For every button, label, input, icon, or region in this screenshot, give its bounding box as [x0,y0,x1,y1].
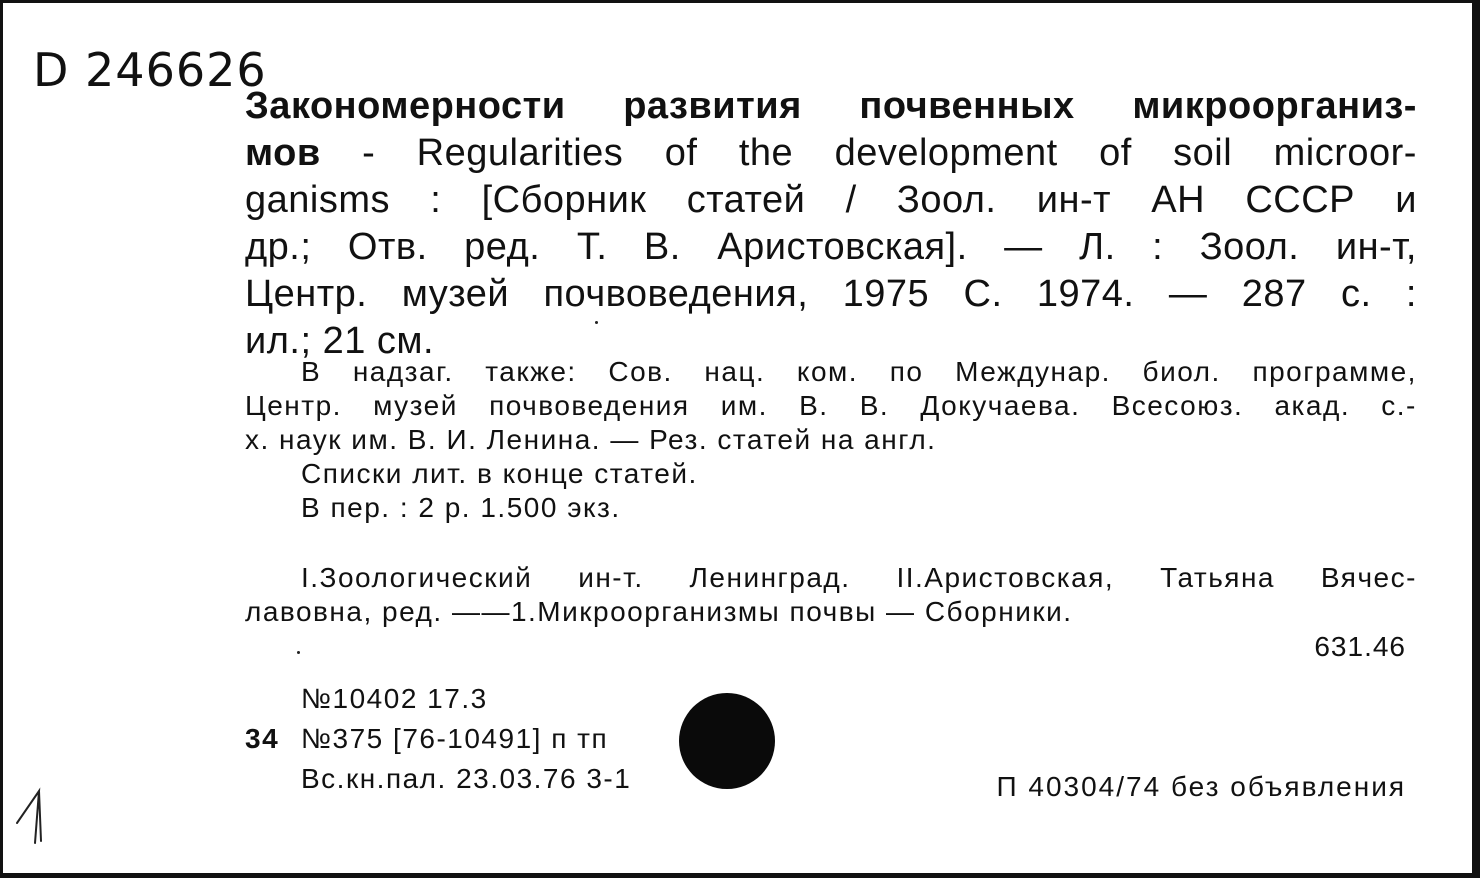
note-word: почвоведения [489,390,690,421]
tracing-line-1 [245,561,1417,595]
note-word: акад. [1274,390,1351,421]
title-word: 21 [322,320,366,362]
note-line-3: х. наук им. В. И. Ленина. — Рез. статей на англ. [245,424,937,455]
title-word: Зоол. [1199,226,1300,268]
call-number: D 246626 [33,43,267,97]
note-word: по [889,356,924,387]
title-word: почвоведения, [543,273,809,315]
title-word: ред. [464,226,541,268]
title-word: С. [963,273,1003,315]
title-word: [Сборник [481,179,647,221]
note-word: нац. [704,356,766,387]
publisher-number: П 40304/74 без объявления [996,771,1406,802]
copy-count: 34 [245,723,280,754]
note-line-1 [245,355,1417,389]
title-word: Л. [1079,226,1116,268]
note-word: надзаг. [352,356,454,387]
note-word: им. [720,390,768,421]
title-word: Закономерности [245,85,566,127]
title-word: 1974. [1036,273,1135,315]
note-word: Всесоюз. [1111,390,1244,421]
title-block [245,83,1417,365]
title-word: ganisms [245,179,390,221]
title-word: Т. [576,226,608,268]
title-word: Отв. [347,226,428,268]
note-word: с.- [1381,390,1417,421]
tracing-word: Татьяна [1160,562,1276,593]
tracing-word: Вячес- [1320,562,1417,593]
title-line-1 [245,83,1417,130]
title-word: — [1004,226,1043,268]
title-word: ил.; [245,320,312,362]
title-word: с. [1340,273,1372,315]
note-word: также: [485,356,577,387]
tracing-word: I.Зоологический [301,562,533,593]
title-word: Зоол. [896,179,997,221]
punch-hole [679,693,775,789]
note-word: программе, [1252,356,1417,387]
title-word: АН [1151,179,1206,221]
title-word: / [845,179,857,221]
title-word: музей [401,273,510,315]
title-line-2 [245,130,1417,177]
title-word: В. [643,226,681,268]
tracing-word: Ленинград. [689,562,851,593]
title-word: Аристовская]. [717,226,968,268]
title-word: of [1099,132,1132,174]
title-word: Центр. [245,273,368,315]
notes-block [245,355,1417,525]
note-word: В [301,356,322,387]
note-word: В. [799,390,829,421]
title-line-3 [245,177,1417,224]
bottom-info-block [245,679,631,799]
title-word: the [738,132,794,174]
title-line-5 [245,271,1417,318]
speck [595,321,598,324]
bottom-line-3: Вс.кн.пал. 23.03.76 3-1 [301,763,632,794]
title-word: микроорганиз- [1132,85,1417,127]
bottom-line-2-text: №375 [76-10491] п тп [301,723,609,754]
title-line-4 [245,224,1417,271]
note-line-4: Списки лит. в конце статей. [301,458,698,489]
title-word: СССР [1245,179,1356,221]
title-word: статей [686,179,806,221]
handwritten-mark-icon [9,785,49,847]
note-word: ком. [796,356,859,387]
note-line-2 [245,389,1417,423]
title-word: 287 [1241,273,1307,315]
title-word: development [834,132,1058,174]
note-word: В. [859,390,890,421]
title-word: microor- [1273,132,1417,174]
note-word: Центр. [245,390,342,421]
note-word: Докучаева. [920,390,1081,421]
note-word: биол. [1142,356,1221,387]
title-word: др.; [245,226,312,268]
title-word: ин-т, [1335,226,1417,268]
title-word: почвенных [859,85,1075,127]
classification-number: 631.46 [1314,631,1406,662]
tracing-word: II.Аристовская, [896,562,1115,593]
title-word: мов [245,132,321,174]
tracing-block [245,561,1417,629]
title-word: - [362,132,376,174]
title-word: — [1168,273,1208,315]
tracing-word: ин-т. [578,562,644,593]
bottom-line-1: №10402 17.3 [301,683,488,714]
title-word: : [430,179,442,221]
tracing-line-2: лавовна, ред. ——1.Микроорганизмы почвы — Сборники. [245,596,1073,627]
title-word: 1975 [842,273,930,315]
title-word: of [664,132,698,174]
speck [297,651,300,654]
note-line-5: В пер. : 2 р. 1.500 экз. [301,492,621,523]
bottom-line-2 [245,719,631,759]
note-word: Междунар. [955,356,1111,387]
title-word: soil [1173,132,1233,174]
note-word: Сов. [608,356,673,387]
title-word: Regularities [416,132,624,174]
title-word: см. [376,320,435,362]
title-word: и [1395,179,1417,221]
title-word: ин-т [1036,179,1112,221]
note-word: музей [373,390,458,421]
title-word: развития [623,85,802,127]
title-word: : [1405,273,1417,315]
title-word: : [1152,226,1164,268]
